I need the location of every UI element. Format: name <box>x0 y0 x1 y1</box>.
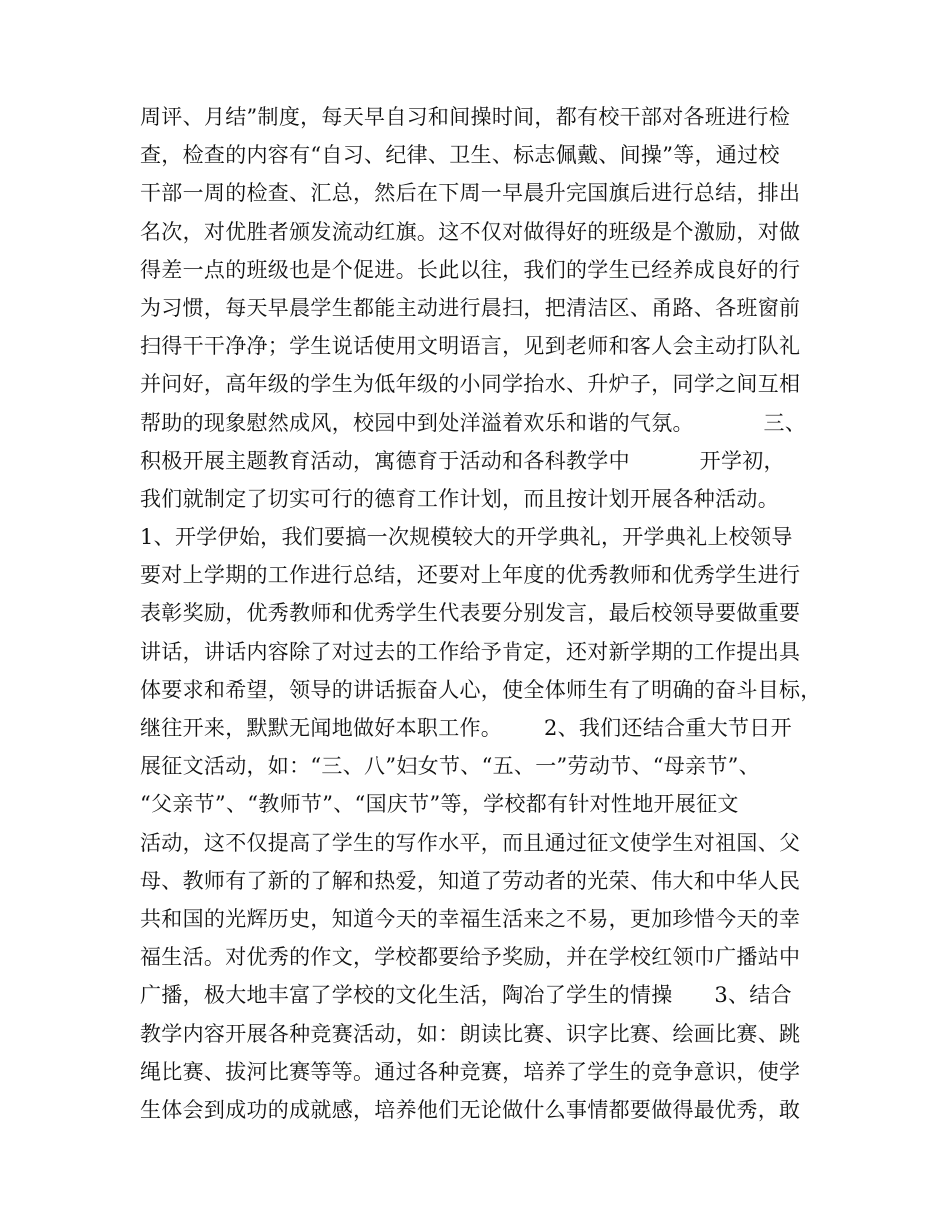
text-line: 教学内容开展各种竞赛活动，如：朗读比赛、识字比赛、绘画比赛、跳 <box>140 1021 801 1046</box>
text-line: 查，检查的内容有“自习、纪律、卫生、标志佩戴、间操”等，通过校 <box>140 143 780 168</box>
text-line: 展征文活动，如：“三、八”妇女节、“五、一”劳动节、“母亲节”、 <box>140 754 761 779</box>
text-line: 得差一点的班级也是个促进。长此以往，我们的学生已经养成良好的行 <box>140 257 801 282</box>
text-line: 扫得干干净净；学生说话使用文明语言，见到老师和客人会主动打队礼 <box>140 334 801 359</box>
text-line: 帮助的现象慰然成风，校园中到处洋溢着欢乐和谐的气氛。 三、 <box>140 410 807 435</box>
text-line: 活动，这不仅提高了学生的写作水平，而且通过征文使学生对祖国、父 <box>140 830 801 855</box>
text-line: 积极开展主题教育活动，寓德育于活动和各科教学中 开学初， <box>140 448 785 473</box>
text-line: 名次，对优胜者颁发流动红旗。这不仅对做得好的班级是个激励，对做 <box>140 219 801 244</box>
body-text <box>140 98 830 1129</box>
text-line: 要对上学期的工作进行总结，还要对上年度的优秀教师和优秀学生进行 <box>140 563 801 588</box>
text-line: 周评、月结”制度，每天早自习和间操时间，都有校干部对各班进行检 <box>140 105 791 129</box>
text-line: 1、开学伊始，我们要搞一次规模较大的开学典礼，开学典礼上校领导 <box>140 525 793 550</box>
text-line: 共和国的光辉历史，知道今天的幸福生活来之不易，更加珍惜今天的幸 <box>140 906 801 931</box>
text-line: 福生活。对优秀的作文，学校都要给予奖励，并在学校红领巾广播站中 <box>140 945 801 970</box>
text-line: 母、教师有了新的了解和热爱，知道了劳动者的光荣、伟大和中华人民 <box>140 868 801 893</box>
text-line: 讲话，讲话内容除了对过去的工作给予肯定，还对新学期的工作提出具 <box>140 639 801 664</box>
text-line: 绳比赛、拔河比赛等等。通过各种竞赛，培养了学生的竞争意识，使学 <box>140 1059 801 1084</box>
text-line: 体要求和希望，领导的讲话振奋人心，使全体师生有了明确的奋斗目标， <box>140 677 822 702</box>
text-line: 表彰奖励，优秀教师和优秀学生代表要分别发言，最后校领导要做重要 <box>140 601 801 626</box>
text-line: 继往开来，默默无闻地做好本职工作。 2、我们还结合重大节日开 <box>140 716 792 740</box>
text-line: 生体会到成功的成就感，培养他们无论做什么事情都要做得最优秀，敢 <box>140 1097 801 1122</box>
text-line: 并问好，高年级的学生为低年级的小同学抬水、升炉子，同学之间互相 <box>140 372 801 397</box>
text-line: 广播，极大地丰富了学校的文化生活，陶冶了学生的情操 3、结合 <box>140 983 792 1008</box>
text-line: 干部一周的检查、汇总，然后在下周一早晨升完国旗后进行总结，排出 <box>140 181 801 206</box>
text-line: “父亲节”、“教师节”、“国庆节”等，学校都有针对性地开展征文 <box>140 792 739 817</box>
text-line: 为习惯，每天早晨学生都能主动进行晨扫，把清洁区、甬路、各班窗前 <box>140 295 801 320</box>
text-line: 我们就制定了切实可行的德育工作计划，而且按计划开展各种活动。 <box>140 486 779 511</box>
